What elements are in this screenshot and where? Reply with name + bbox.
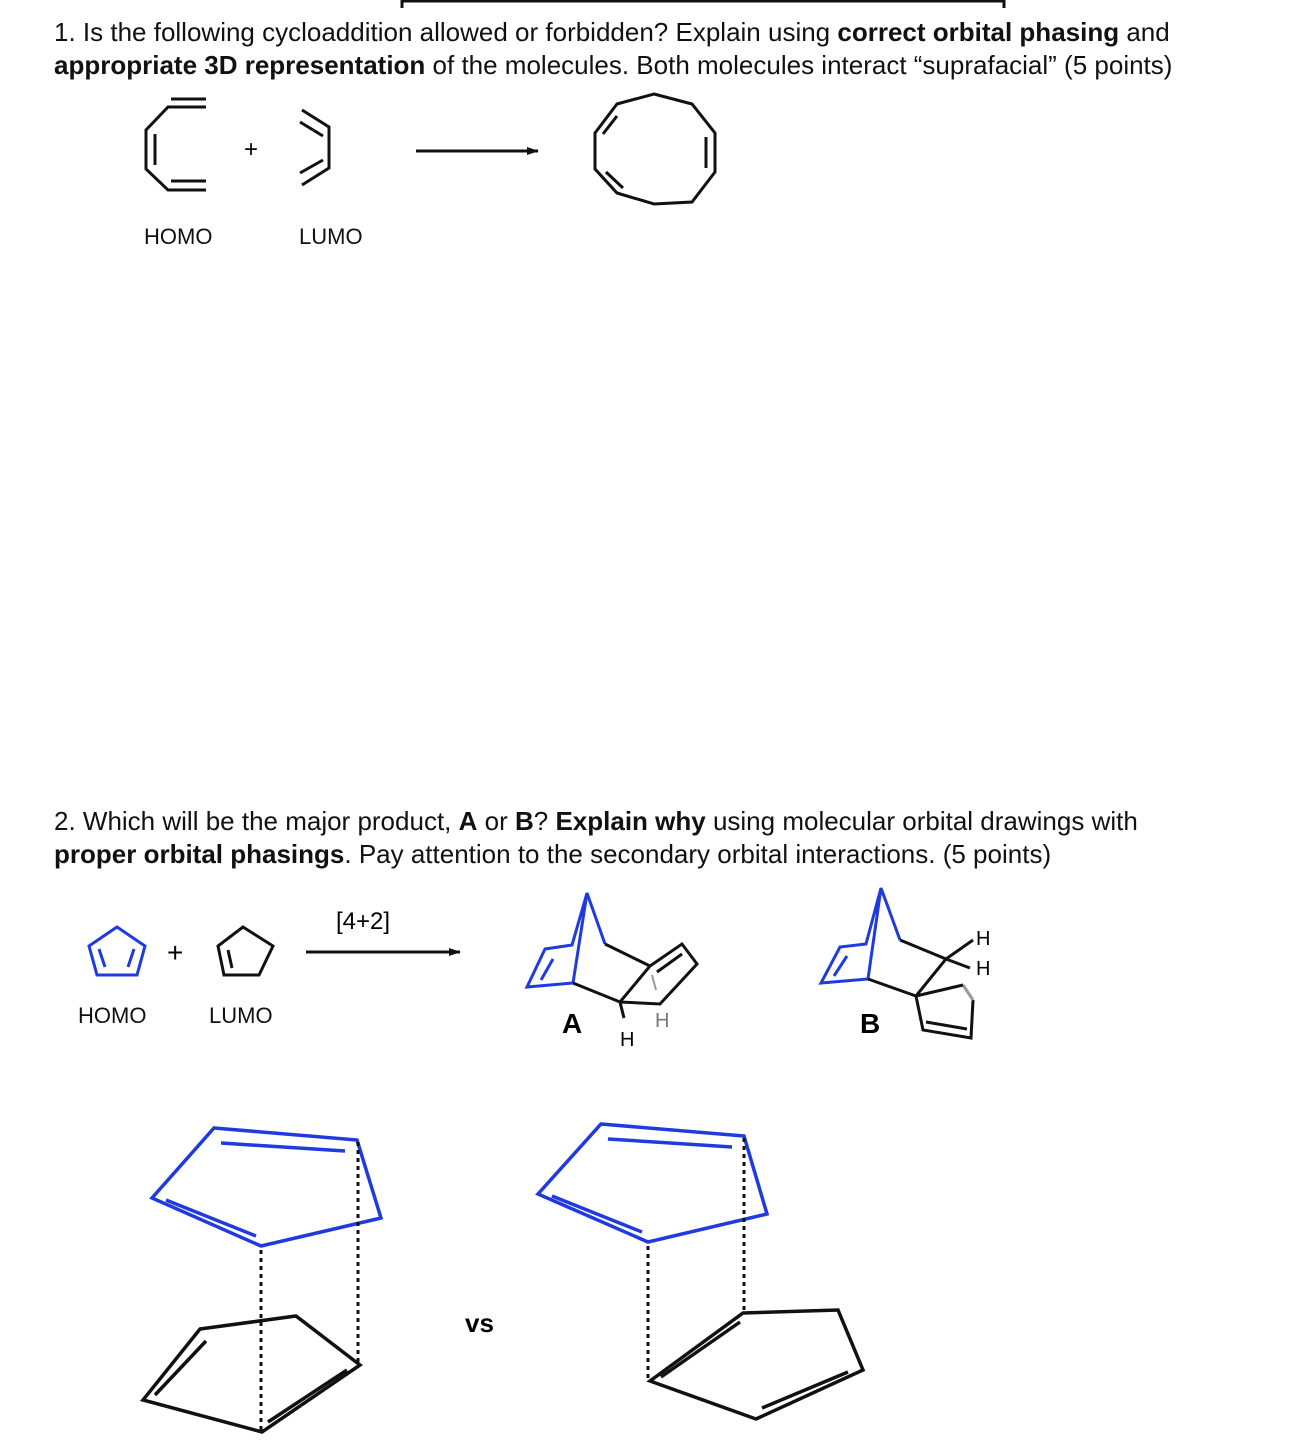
- cyclopentene-lumo: [218, 927, 273, 975]
- q2-homo-label: HOMO: [78, 1003, 147, 1028]
- product-a-structure: [527, 893, 697, 1018]
- q1-lumo-label: LUMO: [299, 224, 363, 249]
- q2-plus-sign: +: [167, 937, 184, 968]
- hexatriene-molecule: [146, 99, 206, 190]
- cyclopentadiene-homo: [89, 927, 145, 975]
- product-b-label: B: [860, 1008, 881, 1039]
- question-2-line-1: 2. Which will be the major product, A or B? Explain why using molecular orbital drawings with: [54, 806, 1138, 836]
- top-box-edge: [402, 0, 1004, 8]
- exo-approach-diene: [538, 1124, 767, 1242]
- product-a-label: A: [562, 1008, 583, 1039]
- q2-reaction-label: [4+2]: [336, 908, 391, 935]
- cyclononatriene-product: [595, 94, 715, 204]
- vs-label: vs: [465, 1308, 494, 1338]
- product-a-hydrogen-2: H: [655, 1010, 670, 1032]
- question-1-line-2: appropriate 3D representation of the molecules. Both molecules interact “suprafacial” (5 points): [54, 50, 1173, 80]
- q1-plus-sign: +: [244, 136, 259, 163]
- question-1-line-1: 1. Is the following cycloaddition allowed or forbidden? Explain using correct orbital phasing and: [54, 17, 1170, 47]
- question-2-line-2: proper orbital phasings. Pay attention to the secondary orbital interactions. (5 points): [54, 839, 1052, 869]
- product-b-structure: [821, 888, 973, 1038]
- product-a-hydrogen-1: H: [620, 1029, 635, 1051]
- exo-approach-dienophile: [650, 1310, 863, 1419]
- product-b-hydrogen-1: H: [976, 928, 991, 950]
- endo-approach-dienophile: [143, 1316, 360, 1432]
- product-b-hydrogen-2: H: [976, 958, 991, 980]
- endo-approach-diene: [152, 1128, 381, 1246]
- q1-homo-label: HOMO: [144, 224, 213, 249]
- allyl-molecule: [300, 110, 329, 185]
- q2-lumo-label: LUMO: [209, 1003, 273, 1028]
